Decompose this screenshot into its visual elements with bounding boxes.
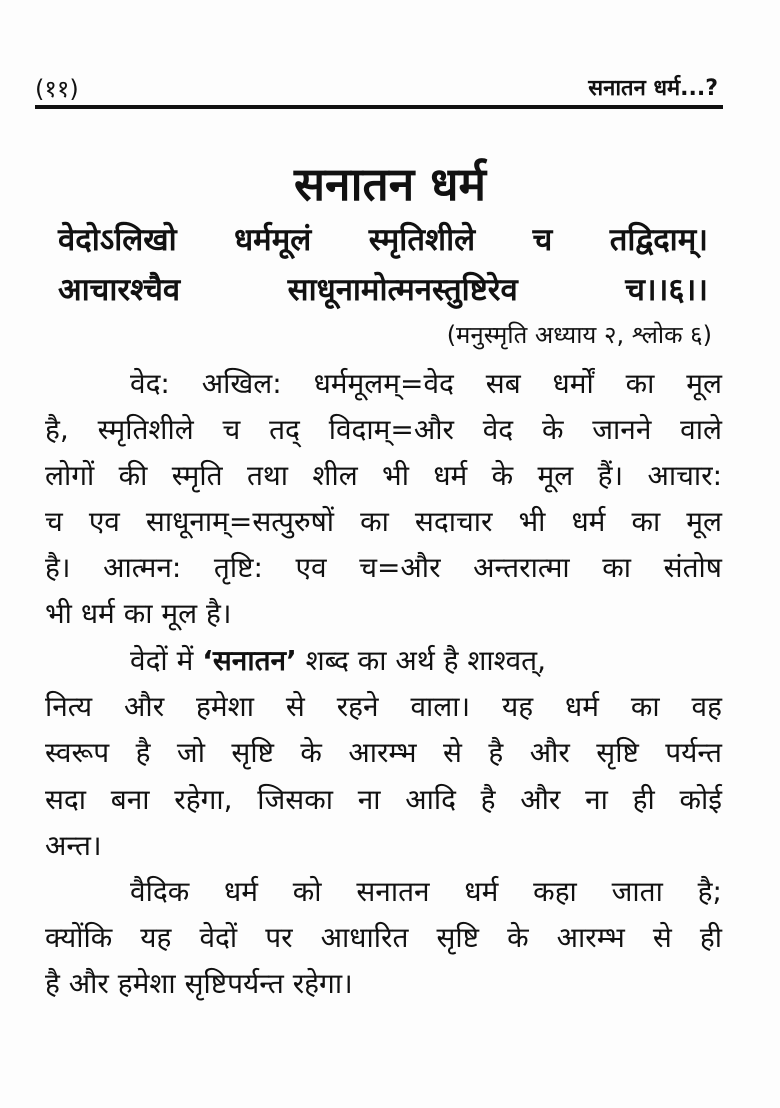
paragraph-line: है, स्मृतिशीले च तद् विदाम्=और वेद के जानने वाले bbox=[45, 413, 722, 446]
paragraph-line: वैदिक धर्म को सनातन धर्म कहा जाता है; bbox=[130, 875, 722, 908]
paragraph-line bbox=[130, 641, 722, 679]
text: वेदों में bbox=[130, 644, 203, 677]
paragraph-line: च एव साधूनाम्=सत्पुरुषों का सदाचार भी धर्म का मूल bbox=[45, 505, 722, 538]
header-rule bbox=[35, 105, 723, 109]
bold-term: ‘सनातन’ bbox=[202, 644, 297, 677]
paragraph-line: नित्य और हमेशा से रहने वाला। यह धर्म का वह bbox=[45, 690, 722, 723]
verse-line: आचारश्चैव साधूनामोत्मनस्तुष्टिरेव च।।६।। bbox=[58, 272, 708, 308]
paragraph-line: अन्त। bbox=[45, 829, 102, 862]
paragraph-line: है और हमेशा सृष्टिपर्यन्त रहेगा। bbox=[45, 967, 353, 1000]
running-title: सनातन धर्म...? bbox=[588, 76, 718, 101]
paragraph-line: स्वरूप है जो सृष्टि के आरम्भ से है और सृष्टि पर्यन्त bbox=[45, 736, 722, 769]
paragraph-line: सदा बना रहेगा, जिसका ना आदि है और ना ही कोई bbox=[45, 783, 722, 816]
paragraph-line: क्योंकि यह वेदों पर आधारित सृष्टि के आरम्भ से ही bbox=[45, 921, 722, 954]
verse-line: वेदोऽलिखो धर्ममूलं स्मृतिशीले च तद्विदाम्। bbox=[58, 222, 708, 258]
page-number: (११) bbox=[35, 75, 79, 103]
paragraph-line: है। आत्मन: तृष्टि: एव च=और अन्तरात्मा का संतोष bbox=[45, 551, 722, 584]
paragraph-line: लोगों की स्मृति तथा शील भी धर्म के मूल हैं। आचार: bbox=[45, 459, 722, 492]
text: शब्द का अर्थ है शाश्वत्, bbox=[296, 644, 546, 677]
paragraph-line: भी धर्म का मूल है। bbox=[45, 597, 232, 630]
chapter-title: सनातन धर्म bbox=[293, 157, 487, 211]
paragraph-line: वेद: अखिल: धर्ममूलम्=वेद सब धर्मों का मूल bbox=[130, 367, 722, 400]
verse-citation: (मनुस्मृति अध्याय २, श्लोक ६) bbox=[446, 321, 712, 349]
